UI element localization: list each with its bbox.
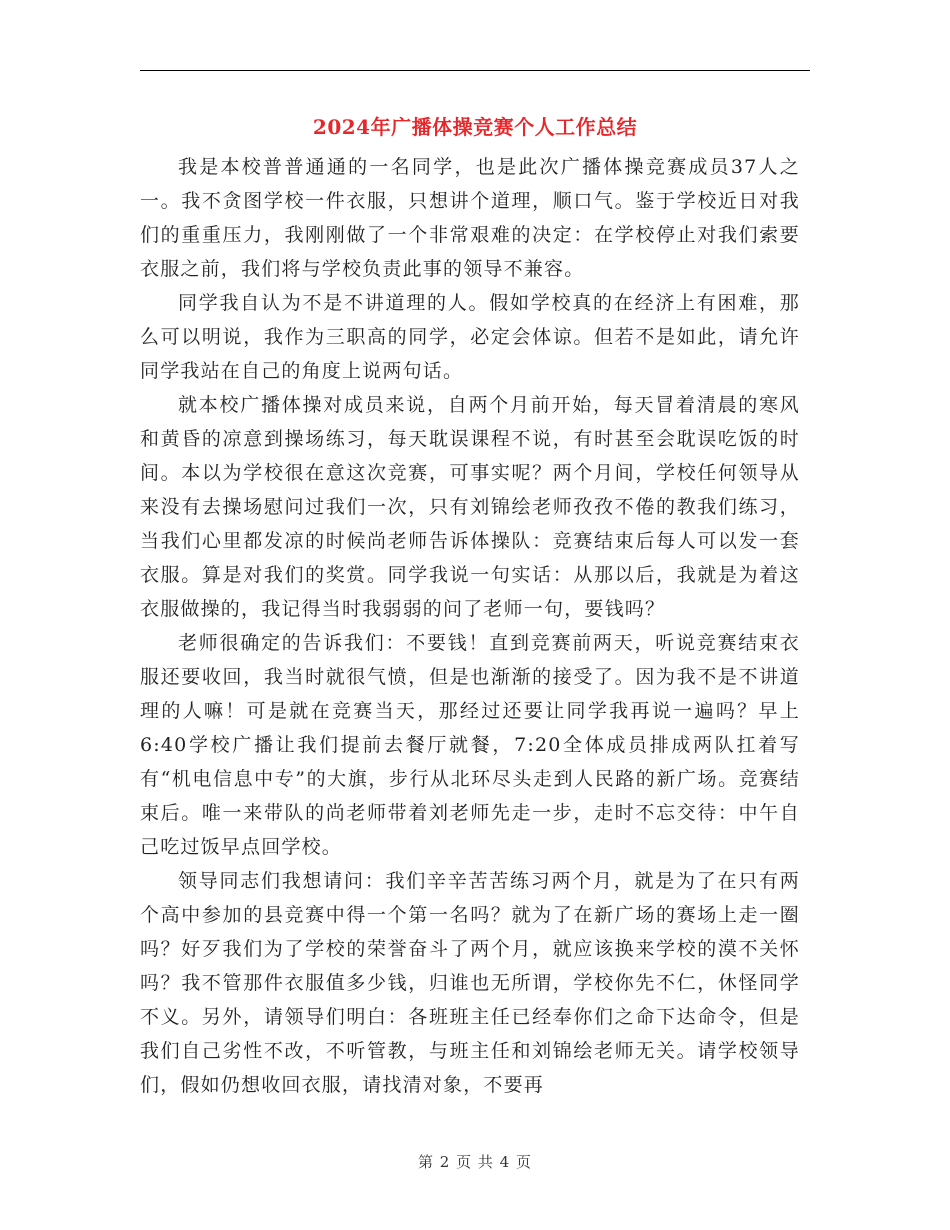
document-body <box>140 150 800 1102</box>
paragraph: 老师很确定的告诉我们：不要钱！直到竞赛前两天，听说竞赛结束衣服还要收回，我当时就很气愤，但是也渐渐的接受了。因为我不是不讲道理的人嘛！可是就在竞赛当天，那经过还要让同学我再说一遍吗？早上6:40学校广播让我们提前去餐厅就餐，7:20全体成员排成两队扛着写有“机电信息中专”的大旗，步行从北环尽头走到人民路的新广场。竞赛结束后。唯一来带队的尚老师带着刘老师先走一步，走时不忘交待：中午自己吃过饭早点回学校。 <box>140 632 800 858</box>
paragraph: 就本校广播体操对成员来说，自两个月前开始，每天冒着清晨的寒风和黄昏的凉意到操场练习，每天耽误课程不说，有时甚至会耽误吃饭的时间。本以为学校很在意这次竞赛，可事实呢？两个月间，学校任何领导从来没有去操场慰问过我们一次，只有刘锦绘老师孜孜不倦的教我们练习，当我们心里都发凉的时候尚老师告诉体操队：竞赛结束后每人可以发一套衣服。算是对我们的奖赏。同学我说一句实话：从那以后，我就是为着这衣服做操的，我记得当时我弱弱的问了老师一句，要钱吗？ <box>140 394 800 620</box>
paragraph: 同学我自认为不是不讲道理的人。假如学校真的在经济上有困难，那么可以明说，我作为三职高的同学，必定会体谅。但若不是如此，请允许同学我站在自己的角度上说两句话。 <box>140 292 800 382</box>
page-number: 第 2 页 共 4 页 <box>418 1153 532 1171</box>
paragraph: 我是本校普普通通的一名同学，也是此次广播体操竞赛成员37人之一。我不贪图学校一件衣服，只想讲个道理，顺口气。鉴于学校近日对我们的重重压力，我刚刚做了一个非常艰难的决定：在学校停止对我们索要衣服之前，我们将与学校负责此事的领导不兼容。 <box>140 156 800 280</box>
document-title: 2024年广播体操竞赛个人工作总结 <box>312 115 638 139</box>
paragraph: 领导同志们我想请问：我们辛辛苦苦练习两个月，就是为了在只有两个高中参加的县竞赛中得一个第一名吗？就为了在新广场的赛场上走一圈吗？好歹我们为了学校的荣誉奋斗了两个月，就应该换来学校的漠不关怀吗？我不管那件衣服值多少钱，归谁也无所谓，学校你先不仁，休怪同学不义。另外，请领导们明白：各班班主任已经奉你们之命下达命令，但是我们自己劣性不改，不听管教，与班主任和刘锦绘老师无关。请学校领导们，假如仍想收回衣服，请找清对象，不要再 <box>140 870 800 1096</box>
header-rule <box>140 70 810 71</box>
